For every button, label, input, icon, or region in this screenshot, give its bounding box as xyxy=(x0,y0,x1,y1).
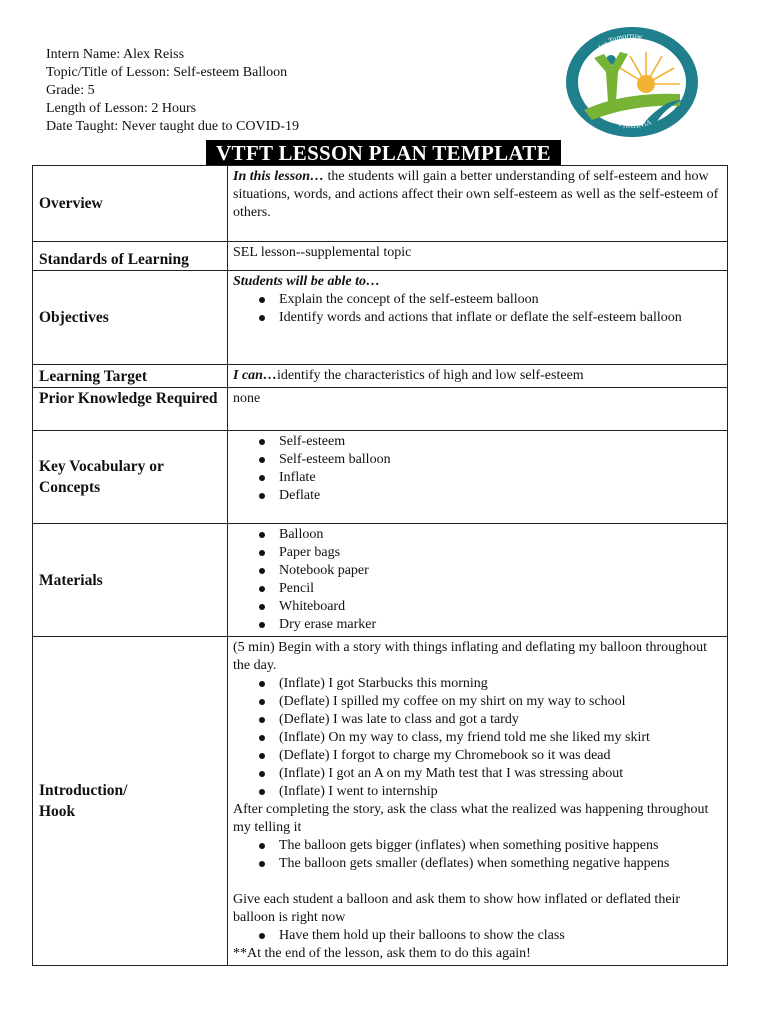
list-item: (Deflate) I was late to class and got a tardy xyxy=(259,711,721,729)
prior-knowledge-label: Prior Knowledge Required xyxy=(33,388,228,431)
prior-knowledge-content: none xyxy=(228,388,728,431)
list-item: (Inflate) I went to internship xyxy=(259,783,721,801)
spacer xyxy=(233,873,721,891)
introduction-row xyxy=(33,637,728,966)
standards-content: SEL lesson--supplemental topic xyxy=(228,242,728,271)
introduction-label xyxy=(33,637,228,966)
introduction-intro: (5 min) Begin with a story with things inflating and deflating my balloon throughout the day. xyxy=(233,640,707,673)
give-balloon-text: Give each student a balloon and ask them to show how inflated or deflated their balloon is right now xyxy=(233,892,681,925)
teachers-for-tomorrow-logo xyxy=(562,22,702,142)
list-item: Balloon xyxy=(259,526,721,544)
objectives-content xyxy=(228,271,728,365)
lesson-header-info xyxy=(46,46,299,136)
standards-row xyxy=(33,242,728,271)
logo-arc-text: Teachers for Tomorrow xyxy=(581,30,643,79)
introduction-label-line1: Introduction/ xyxy=(39,782,128,799)
list-item: Inflate xyxy=(259,469,721,487)
list-item: Paper bags xyxy=(259,544,721,562)
learning-target-lead: I can… xyxy=(233,368,277,383)
end-note: **At the end of the lesson, ask them to do this again! xyxy=(233,946,531,961)
lesson-plan-title: VTFT LESSON PLAN TEMPLATE xyxy=(206,140,561,165)
logo-state-text: VIRGINIA xyxy=(616,118,654,131)
list-item: (Deflate) I spilled my coffee on my shirt on my way to school xyxy=(259,693,721,711)
overview-content xyxy=(228,166,728,242)
list-item: (Inflate) I got Starbucks this morning xyxy=(259,675,721,693)
realize-list xyxy=(233,837,721,873)
vocabulary-label: Key Vocabulary or Concepts xyxy=(33,431,228,524)
list-item: Pencil xyxy=(259,580,721,598)
materials-list xyxy=(233,526,721,634)
list-item: Dry erase marker xyxy=(259,616,721,634)
vocabulary-row xyxy=(33,431,728,524)
prior-knowledge-row xyxy=(33,388,728,431)
intern-name: Intern Name: Alex Reiss xyxy=(46,47,185,62)
learning-target-content xyxy=(228,365,728,388)
list-item: Whiteboard xyxy=(259,598,721,616)
date-taught: Date Taught: Never taught due to COVID-19 xyxy=(46,119,300,134)
objectives-label: Objectives xyxy=(33,271,228,365)
list-item: Self-esteem xyxy=(259,433,721,451)
list-item: The balloon gets bigger (inflates) when something positive happens xyxy=(259,837,721,855)
list-item: Explain the concept of the self-esteem balloon xyxy=(259,291,721,309)
introduction-label-line2: Hook xyxy=(39,803,76,820)
list-item: Self-esteem balloon xyxy=(259,451,721,469)
learning-target-label: Learning Target xyxy=(33,365,228,388)
list-item: (Inflate) I got an A on my Math test that I was stressing about xyxy=(259,765,721,783)
objectives-row xyxy=(33,271,728,365)
list-item: Deflate xyxy=(259,487,721,505)
vocabulary-list xyxy=(233,433,721,505)
overview-row xyxy=(33,166,728,242)
list-item: Have them hold up their balloons to show the class xyxy=(259,927,721,945)
overview-lead: In this lesson… xyxy=(233,169,325,184)
list-item: (Deflate) I forgot to charge my Chromebook so it was dead xyxy=(259,747,721,765)
after-story-text: After completing the story, ask the class what the realized was happening throughout my telling it xyxy=(233,802,709,835)
standards-label: Standards of Learning xyxy=(33,242,228,271)
story-list xyxy=(233,675,721,801)
list-item: Notebook paper xyxy=(259,562,721,580)
materials-content xyxy=(228,524,728,637)
list-item: (Inflate) On my way to class, my friend told me she liked my skirt xyxy=(259,729,721,747)
hold-up-list xyxy=(233,927,721,945)
learning-target-text: identify the characteristics of high and low self-esteem xyxy=(276,368,584,383)
objectives-lead: Students will be able to… xyxy=(233,274,381,289)
list-item: Identify words and actions that inflate or deflate the self-esteem balloon xyxy=(259,309,721,327)
learning-target-row xyxy=(33,365,728,388)
materials-row xyxy=(33,524,728,637)
grade: Grade: 5 xyxy=(46,83,95,98)
lesson-topic: Topic/Title of Lesson: Self-esteem Balloon xyxy=(46,65,288,80)
overview-label: Overview xyxy=(33,166,228,242)
objectives-list xyxy=(233,291,721,327)
materials-label: Materials xyxy=(33,524,228,637)
lesson-length: Length of Lesson: 2 Hours xyxy=(46,101,197,116)
vocabulary-content xyxy=(228,431,728,524)
overview-text: the students will gain a better understanding of self-esteem and how situations, words, and actions affect their own self-esteem as well as the self-esteem of others. xyxy=(233,169,719,220)
introduction-content xyxy=(228,637,728,966)
list-item: The balloon gets smaller (deflates) when something negative happens xyxy=(259,855,721,873)
lesson-plan-table xyxy=(32,165,728,966)
